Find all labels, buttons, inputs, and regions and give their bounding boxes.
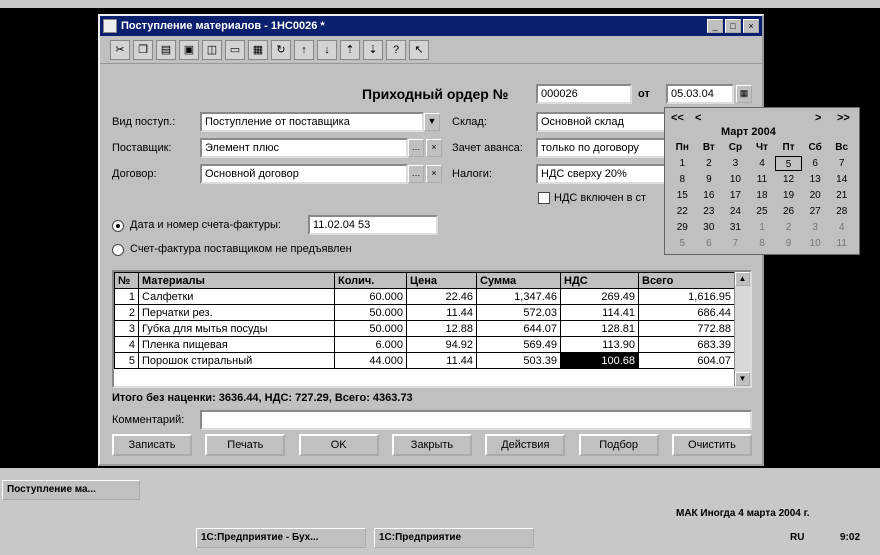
sum-cell[interactable]: 572.03 — [477, 305, 561, 321]
print-button[interactable]: Печать — [205, 434, 285, 456]
calendar-day-other-month[interactable]: 7 — [732, 238, 739, 249]
comment-field[interactable] — [200, 410, 752, 430]
table-icon[interactable]: ▦ — [248, 40, 268, 60]
calendar-day[interactable]: 7 — [838, 158, 845, 169]
supplier-clear-button[interactable]: × — [426, 139, 442, 157]
app-icon — [103, 19, 117, 33]
weekday-label: Пт — [782, 142, 795, 153]
calendar-day-other-month[interactable]: 5 — [679, 238, 686, 249]
calendar-day-other-month[interactable]: 8 — [759, 238, 765, 249]
calendar-day[interactable]: 6 — [812, 158, 818, 169]
clear-button[interactable]: Очистить — [672, 434, 752, 456]
price-cell[interactable]: 12.88 — [407, 321, 477, 337]
materials-table — [114, 272, 735, 369]
materials-grid — [112, 270, 752, 388]
weekday-label: Чт — [756, 142, 768, 153]
weekday-label: Ср — [728, 142, 743, 153]
price-cell[interactable]: 94.92 — [407, 337, 477, 353]
record-button[interactable]: Записать — [112, 434, 192, 456]
copy-icon[interactable]: ❐ — [133, 40, 153, 60]
quantity-cell[interactable]: 50.000 — [335, 305, 407, 321]
warehouse-field[interactable]: Основной склад — [536, 112, 666, 132]
calendar-day[interactable]: 30 — [703, 222, 715, 233]
vat-included-label: НДС включен в ст — [554, 192, 647, 204]
calendar-day[interactable]: 14 — [836, 174, 848, 185]
total-cell[interactable]: 604.07 — [639, 353, 735, 369]
receipt-type-label: Вид поступ.: — [112, 116, 176, 128]
calendar-day[interactable]: 11 — [756, 174, 768, 185]
material-cell[interactable]: Порошок стиральный — [139, 353, 335, 369]
calendar-day[interactable]: 26 — [783, 206, 795, 217]
weekday-label: Вт — [702, 142, 715, 153]
document-icon[interactable]: ▭ — [225, 40, 245, 60]
total-cell[interactable]: 1,616.95 — [639, 289, 735, 305]
calendar-day[interactable]: 2 — [706, 158, 712, 169]
order-heading: Приходный ордер № — [362, 86, 509, 102]
quantity-cell[interactable]: 50.000 — [335, 321, 407, 337]
settlement-label: Зачет аванса: — [452, 142, 523, 154]
scroll-up-icon[interactable]: ▲ — [735, 272, 750, 286]
weekday-label: Пн — [675, 142, 689, 153]
status-text: МАК Иногда 4 марта 2004 г. — [676, 508, 810, 519]
total-cell[interactable]: 772.88 — [639, 321, 735, 337]
table-row-selected[interactable] — [115, 353, 735, 369]
taskbar-app-accounting[interactable]: 1С:Предприятие - Бух... — [196, 528, 366, 548]
print-icon[interactable]: ▣ — [179, 40, 199, 60]
sum-cell[interactable]: 1,347.46 — [477, 289, 561, 305]
desktop-top-strip — [0, 0, 880, 8]
row-number: 4 — [115, 337, 139, 353]
invoice-date-label: Дата и номер счета-фактуры: — [130, 219, 281, 231]
calendar-day-other-month[interactable]: 6 — [706, 238, 712, 249]
window-titlebar[interactable] — [100, 16, 762, 36]
language-indicator[interactable]: RU — [790, 532, 805, 543]
tax-label: Налоги: — [452, 168, 492, 180]
ok-button[interactable]: OK — [299, 434, 379, 456]
maximize-button[interactable]: □ — [725, 19, 741, 33]
table-row[interactable] — [115, 305, 735, 321]
no-invoice-radio[interactable] — [112, 244, 124, 256]
grid-scrollbar[interactable] — [734, 272, 750, 386]
scroll-down-icon[interactable]: ▼ — [735, 372, 750, 386]
calendar-day[interactable]: 21 — [836, 190, 848, 201]
price-cell[interactable]: 11.44 — [407, 305, 477, 321]
arrow-down-icon[interactable]: ↓ — [317, 40, 337, 60]
row-number: 2 — [115, 305, 139, 321]
row-number: 1 — [115, 289, 139, 305]
price-cell[interactable]: 11.44 — [407, 353, 477, 369]
actions-button[interactable]: Действия — [485, 434, 565, 456]
weekday-label: Сб — [808, 142, 822, 153]
calendar-day[interactable]: 8 — [679, 174, 686, 185]
close-window-button[interactable]: Закрыть — [392, 434, 472, 456]
calendar-day[interactable]: 24 — [729, 206, 741, 217]
contract-clear-button[interactable]: × — [426, 165, 442, 183]
table-row[interactable] — [115, 321, 735, 337]
calendar-day[interactable]: 23 — [703, 206, 715, 217]
vat-cell-active[interactable]: 100.68 — [561, 353, 639, 369]
material-cell[interactable]: Губка для мытья посуды — [139, 321, 335, 337]
refresh-icon[interactable]: ↻ — [271, 40, 291, 60]
minimized-window-button[interactable]: Поступление ма... — [2, 480, 140, 500]
chevron-down-icon[interactable]: ▼ — [424, 113, 440, 131]
calendar-prev-year[interactable]: << — [671, 112, 684, 124]
total-cell[interactable]: 686.44 — [639, 305, 735, 321]
calendar-day[interactable]: 3 — [732, 158, 739, 169]
minimize-button[interactable]: _ — [707, 19, 723, 33]
calendar-day[interactable]: 15 — [676, 190, 688, 201]
vat-cell[interactable]: 269.49 — [561, 289, 639, 305]
calendar-day[interactable]: 16 — [703, 190, 715, 201]
calendar-day[interactable]: 13 — [809, 174, 821, 185]
receipt-type-select[interactable]: Поступление от поставщика — [200, 112, 424, 132]
contract-field[interactable]: Основной договор — [200, 164, 408, 184]
calendar-day[interactable]: 10 — [729, 174, 741, 185]
weekday-label: Вс — [835, 142, 849, 153]
pointer-icon[interactable]: ↖ — [409, 40, 429, 60]
calendar-popup — [664, 107, 860, 255]
column-header-total[interactable]: Всего — [639, 273, 735, 289]
calendar-day[interactable]: 28 — [836, 206, 848, 217]
calendar-day-selected[interactable]: 5 — [775, 156, 802, 171]
settlement-field[interactable]: только по договору — [536, 138, 666, 158]
calendar-day-other-month[interactable]: 2 — [785, 222, 792, 233]
row-number: 3 — [115, 321, 139, 337]
calendar-day[interactable]: 31 — [729, 222, 741, 233]
table-row[interactable] — [115, 289, 735, 305]
cut-icon[interactable]: ✂ — [110, 40, 130, 60]
column-header-vat[interactable]: НДС — [561, 273, 639, 289]
tax-field[interactable]: НДС сверху 20% — [536, 164, 666, 184]
calendar-day[interactable]: 25 — [756, 206, 768, 217]
sort-asc-icon[interactable]: ⇡ — [340, 40, 360, 60]
invoice-date-radio[interactable] — [112, 220, 124, 232]
calendar-day-other-month[interactable]: 3 — [812, 222, 818, 233]
calendar-day[interactable]: 4 — [759, 158, 765, 169]
calendar-day-other-month[interactable]: 10 — [809, 238, 821, 249]
order-number-field[interactable]: 000026 — [536, 84, 632, 104]
price-cell[interactable]: 22.46 — [407, 289, 477, 305]
column-header-material[interactable]: Материалы — [139, 273, 335, 289]
calendar-day-other-month[interactable]: 9 — [785, 238, 792, 249]
quantity-cell[interactable]: 60.000 — [335, 289, 407, 305]
taskbar-app-enterprise[interactable]: 1С:Предприятие — [374, 528, 534, 548]
help-icon[interactable]: ? — [386, 40, 406, 60]
calendar-day[interactable]: 9 — [706, 174, 712, 185]
calendar-day[interactable]: 18 — [756, 190, 768, 201]
calendar-button[interactable]: ▦ — [736, 85, 752, 103]
toolbar — [100, 36, 762, 64]
calendar-month-title: Март 2004 — [721, 126, 776, 138]
calendar-day[interactable]: 20 — [809, 190, 821, 201]
quantity-cell[interactable]: 44.000 — [335, 353, 407, 369]
calendar-grid — [669, 140, 855, 251]
vat-included-checkbox[interactable] — [538, 192, 550, 204]
material-cell[interactable]: Салфетки — [139, 289, 335, 305]
calendar-next-year[interactable]: >> — [837, 112, 850, 124]
button-row — [112, 434, 752, 456]
calendar-day-other-month[interactable]: 1 — [759, 222, 765, 233]
sum-cell[interactable]: 644.07 — [477, 321, 561, 337]
calendar-day[interactable]: 1 — [679, 158, 686, 169]
contract-select-button[interactable]: … — [408, 165, 424, 183]
column-header-quantity[interactable]: Колич. — [335, 273, 407, 289]
calendar-day-other-month[interactable]: 11 — [836, 238, 847, 249]
window-title: Поступление материалов - 1НС0026 * — [121, 20, 325, 32]
column-header-number[interactable]: № — [115, 273, 139, 289]
calendar-day[interactable]: 27 — [809, 206, 821, 217]
sum-cell[interactable]: 569.49 — [477, 337, 561, 353]
paste-icon[interactable]: ▤ — [156, 40, 176, 60]
calendar-prev-month[interactable]: < — [695, 112, 702, 124]
contract-label: Договор: — [112, 168, 157, 180]
table-row[interactable] — [115, 337, 735, 353]
calendar-day[interactable]: 19 — [783, 190, 795, 201]
no-invoice-label: Счет-фактура поставщиком не предъявлен — [130, 243, 352, 255]
material-cell[interactable]: Перчатки рез. — [139, 305, 335, 321]
material-cell[interactable]: Пленка пищевая — [139, 337, 335, 353]
invoice-date-field[interactable]: 11.02.04 53 — [308, 215, 438, 235]
table-header-row — [115, 273, 735, 289]
calendar-day[interactable]: 29 — [676, 222, 688, 233]
selection-button[interactable]: Подбор — [579, 434, 659, 456]
calendar-next-month[interactable]: > — [815, 112, 822, 124]
quantity-cell[interactable]: 6.000 — [335, 337, 407, 353]
tray-clock: 9:02 — [840, 532, 861, 543]
print-preview-icon[interactable]: ◫ — [202, 40, 222, 60]
totals-line: Итого без наценки: 3636.44, НДС: 727.29, Всего: 4363.73 — [112, 392, 413, 404]
warehouse-label: Склад: — [452, 116, 487, 128]
date-from-label: от — [638, 88, 650, 100]
calendar-day[interactable]: 22 — [676, 206, 688, 217]
sort-desc-icon[interactable]: ⇣ — [363, 40, 383, 60]
supplier-label: Поставщик: — [112, 142, 172, 154]
total-cell[interactable]: 683.39 — [639, 337, 735, 353]
order-date-field[interactable]: 05.03.04 — [666, 84, 734, 104]
sum-cell[interactable]: 503.39 — [477, 353, 561, 369]
vat-cell[interactable]: 114.41 — [561, 305, 639, 321]
close-button[interactable]: × — [743, 19, 759, 33]
column-header-price[interactable]: Цена — [407, 273, 477, 289]
arrow-up-icon[interactable]: ↑ — [294, 40, 314, 60]
column-header-sum[interactable]: Сумма — [477, 273, 561, 289]
calendar-day[interactable]: 12 — [783, 174, 795, 185]
supplier-field[interactable]: Элемент плюс — [200, 138, 408, 158]
comment-label: Комментарий: — [112, 414, 185, 426]
vat-cell[interactable]: 128.81 — [561, 321, 639, 337]
calendar-day[interactable]: 17 — [729, 190, 741, 201]
supplier-select-button[interactable]: … — [408, 139, 424, 157]
vat-cell[interactable]: 113.90 — [561, 337, 639, 353]
calendar-day-other-month[interactable]: 4 — [838, 222, 845, 233]
row-number: 5 — [115, 353, 139, 369]
